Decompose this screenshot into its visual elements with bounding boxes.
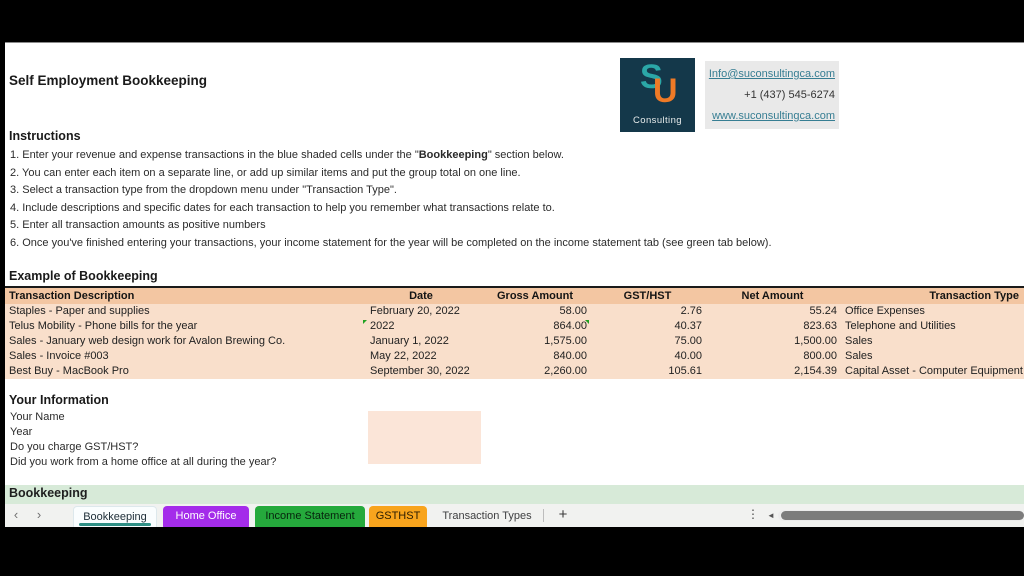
cell-type[interactable]: Telephone and Utilities xyxy=(845,320,956,332)
cell-net[interactable]: 2,154.39 xyxy=(794,365,837,377)
cell-net[interactable]: 800.00 xyxy=(803,350,837,362)
cell-gst[interactable]: 75.00 xyxy=(674,335,702,347)
cell-gross[interactable]: 2,260.00 xyxy=(544,365,587,377)
cell-description[interactable]: Telus Mobility - Phone bills for the year xyxy=(9,320,198,332)
prev-sheet-icon[interactable]: ‹ xyxy=(13,507,19,522)
instruction-line: 5. Enter all transaction amounts as positive numbers xyxy=(10,219,266,231)
cell-gst[interactable]: 105.61 xyxy=(668,365,702,377)
email-link[interactable]: Info@suconsultingca.com xyxy=(708,68,835,80)
cell-date[interactable]: February 20, 2022 xyxy=(370,305,460,317)
cell-gst[interactable]: 40.37 xyxy=(674,320,702,332)
info-input-cells[interactable] xyxy=(368,411,481,464)
tab-gsthst[interactable]: GSTHST xyxy=(369,506,427,527)
col-header-description: Transaction Description xyxy=(9,290,135,302)
cell-gst[interactable]: 2.76 xyxy=(680,305,702,317)
contact-card xyxy=(705,61,839,129)
instructions-heading: Instructions xyxy=(9,129,81,143)
add-sheet-icon[interactable]: + xyxy=(558,506,568,523)
table-row xyxy=(5,304,1024,319)
example-section-heading: Example of Bookkeeping xyxy=(9,269,158,283)
instruction-line: 3. Select a transaction type from the dropdown menu under "Transaction Type". xyxy=(10,184,397,196)
sheet-tab-bar xyxy=(5,504,1024,527)
col-header-type: Transaction Type xyxy=(929,290,1019,302)
cell-date[interactable]: May 22, 2022 xyxy=(370,350,437,362)
cell-gst[interactable]: 40.00 xyxy=(674,350,702,362)
cell-date[interactable]: September 30, 2022 xyxy=(370,365,470,377)
error-flag-icon xyxy=(363,320,367,324)
bookkeeping-section-band xyxy=(5,485,1024,504)
cell-net[interactable]: 823.63 xyxy=(803,320,837,332)
info-label-gst: Do you charge GST/HST? xyxy=(10,441,139,453)
table-row xyxy=(5,349,1024,364)
table-row xyxy=(5,334,1024,349)
cell-description[interactable]: Sales - Invoice #003 xyxy=(9,350,109,362)
cell-type[interactable]: Sales xyxy=(845,350,873,362)
logo-letter-s: S xyxy=(640,58,663,96)
cell-gross[interactable]: 1,575.00 xyxy=(544,335,587,347)
cell-description[interactable]: Sales - January web design work for Avalon Brewing Co. xyxy=(9,335,286,347)
scroll-left-icon[interactable]: ◄ xyxy=(767,511,775,520)
instruction-line: 6. Once you've finished entering your transactions, your income statement for the year will be completed on the income statement tab (see green tab below). xyxy=(10,236,772,249)
col-header-gst: GST/HST xyxy=(623,290,672,302)
tab-divider xyxy=(543,509,544,522)
table-row xyxy=(5,319,1024,334)
cell-net[interactable]: 55.24 xyxy=(809,305,837,317)
cell-type[interactable]: Office Expenses xyxy=(845,305,925,317)
cell-type[interactable]: Capital Asset - Computer Equipment xyxy=(845,365,1023,377)
scrollbar-thumb[interactable] xyxy=(781,511,1024,520)
example-table xyxy=(5,288,1024,379)
bookkeeping-section-heading: Bookkeeping xyxy=(9,486,88,500)
table-row xyxy=(5,364,1024,379)
info-label-name: Your Name xyxy=(10,411,65,423)
page-title: Self Employment Bookkeeping xyxy=(9,73,208,88)
tab-bookkeeping[interactable]: Bookkeeping xyxy=(73,506,157,527)
logo-letter-u: U xyxy=(653,72,678,110)
cell-type[interactable]: Sales xyxy=(845,335,873,347)
website-link[interactable]: www.suconsultingca.com xyxy=(712,110,835,122)
col-header-date: Date xyxy=(409,290,433,302)
instructions-list xyxy=(10,147,772,252)
cell-net[interactable]: 1,500.00 xyxy=(794,335,837,347)
next-sheet-icon[interactable]: › xyxy=(36,507,42,522)
tab-home-office[interactable]: Home Office xyxy=(163,506,249,527)
logo-caption: Consulting xyxy=(633,115,682,126)
instruction-line: 1. Enter your revenue and expense transactions in the blue shaded cells under the "Bookkeeping" section below. xyxy=(10,149,564,161)
col-header-net: Net Amount xyxy=(741,290,804,302)
cell-gross[interactable]: 58.00 xyxy=(559,305,587,317)
spreadsheet-window xyxy=(5,42,1024,527)
col-header-gross: Gross Amount xyxy=(497,290,573,302)
cell-description[interactable]: Staples - Paper and supplies xyxy=(9,305,150,317)
info-label-year: Year xyxy=(10,426,33,438)
horizontal-scrollbar[interactable] xyxy=(778,510,1024,521)
cell-gross[interactable]: 840.00 xyxy=(553,350,587,362)
your-info-heading: Your Information xyxy=(9,393,109,407)
tab-income-statement[interactable]: Income Statement xyxy=(255,506,365,527)
cell-description[interactable]: Best Buy - MacBook Pro xyxy=(9,365,129,377)
company-logo xyxy=(620,58,695,132)
phone-number: +1 (437) 545-6274 xyxy=(744,89,835,101)
tab-transaction-types[interactable]: Transaction Types xyxy=(442,510,532,522)
instruction-line: 4. Include descriptions and specific dates for each transaction to help you remember what transactions relate to. xyxy=(10,201,555,214)
sheet-menu-icon[interactable]: ⋮ xyxy=(747,507,759,521)
your-info-labels xyxy=(10,410,276,470)
cell-date[interactable]: 2022 xyxy=(362,319,480,334)
table-header-row xyxy=(5,288,1024,304)
instruction-line: 2. You can enter each item on a separate line, or add up similar items and put the group total on one line. xyxy=(10,166,521,179)
active-tab-underline xyxy=(79,523,151,526)
info-label-home-office: Did you work from a home office at all during the year? xyxy=(10,456,277,468)
cell-gross[interactable]: 864.00 xyxy=(553,320,587,332)
error-flag-icon xyxy=(585,320,589,324)
cell-date[interactable]: January 1, 2022 xyxy=(370,335,449,347)
